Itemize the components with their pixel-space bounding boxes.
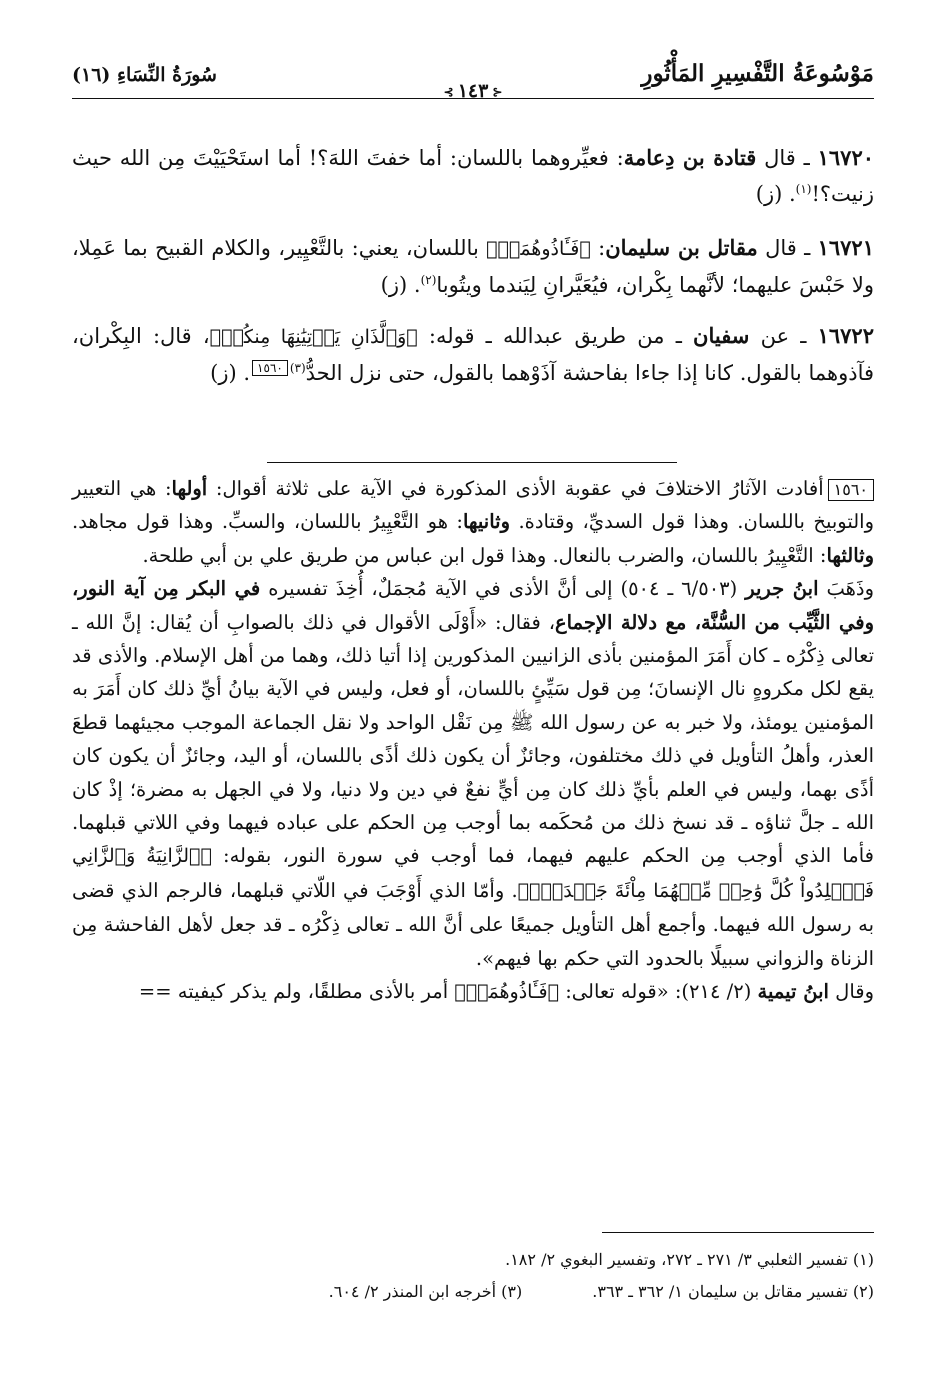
narration-text: ١٦٧٢٠ ـ قال قتادة بن دِعامة: فعيِّروهما باللسان: أما خفتَ اللهَ؟! أما استَحْيَيْتَ مِن الله حيث زنيت؟!$^{(١)}$. (ز)	[72, 145, 875, 206]
footnote-3: (٣) أخرجه ابن المنذر ٢/ ٦٠٤.	[328, 1282, 523, 1301]
book-title: مَوْسُوعَةُ التَّفْسِيرِ المَأْثُورِ	[641, 60, 874, 87]
scholar-name: ابنُ تيمية	[757, 980, 829, 1004]
narration-text: ١٦٧٢١ ـ قال مقاتل بن سليمان: ﴿فَـَٔاذُوهُمَاۖ﴾ باللسان، يعني: بالتَّعْيِير، والكلام القبيح بما عَمِلا، ولا حَبْسَ عليهما؛ لأنَّهما بِكْران، فيُعَيَّرانِ لِيَندما ويتُوبا$^{(٢)}$. (ز)	[72, 235, 874, 297]
commentary-paragraph-1: ١٥٦٠أفادت الآثارُ الاختلافَ في عقوبة الأذى المذكورة في الآية على ثلاثة أقوال: أولها: هي التعيير والتوبيخ باللسان. وهذا قول السديِّ، وقتادة. وثانيها: هو التَّعْيِيرُ باللسان، والسبِّ. وهذا قول مجاهد. وثالثها: التَّعْيِيرُ باللسان، والضرب بالنعال. وهذا قول ابن عباس من طريق علي بن أبي طلحة.	[72, 477, 874, 567]
footnotes	[72, 1244, 874, 1308]
narration-16722	[72, 318, 874, 391]
scholar-name: ابنُ جرير	[745, 577, 819, 601]
ornament-left-icon: ⊰	[492, 85, 503, 99]
commentary-rule	[267, 462, 677, 463]
ornament-right-icon: ⊱	[443, 85, 454, 99]
quran-verse: ﴿فَـَٔاذُوهُمَاۖ﴾	[454, 981, 559, 1004]
narrator-name: مقاتل بن سليمان	[605, 235, 758, 260]
footnote-rule	[602, 1232, 874, 1233]
commentary-paragraph-2: وذَهَبَ ابنُ جرير (٦/٥٠٣ ـ ٥٠٤) إلى أنَّ الأذى في الآية مُجمَلٌ، أُخِذَ تفسيره في البكر مِن آية النور، وفي الثَّيِّب من السُّنَّة، مع دلالة الإجماع، فقال: «أَوْلَى الأقوال في ذلك بالصوابِ أن يُقال: إنَّ الله ـ تعالى ذِكْرُه ـ كان أَمَرَ المؤمنين بأذى الزانيين المذكورين إذا أتيا ذلك، وهما من أهل الإسلام. والأذى قد يقع لكل مكروهٍ نال الإنسانَ؛ مِن قول سَيِّئٍ باللسان، أو فعل، وليس في الآية بيانُ أيِّ ذلك كان أَمَرَ به المؤمنين يومئذ، ولا خبر به عن رسول الله ﷺ مِن نَقْل الواحد ولا نقل الجماعة الموجب مجيئهما قطعَ العذر، وأهلُ التأويل في ذلك مختلفون، وجائزٌ أن يكون ذلك أذًى باللسان، أو اليد، وجائزٌ أن يكون كان أذًى بهما، وليس في العلم بأيِّ ذلك كان مِن أيٍّ نفعٌ في دين ولا دنيا، ولا في الجهل به مضرة؛ إذْ كان الله ـ جلَّ ثناؤه ـ قد نسخ ذلك من مُحكَمه بما أوجب مِن الحكم على عباده فيهما وفي اللاتي قبلهما. فأما الذي أوجب مِن الحكم عليهم فيهما، فما أوجب في سورة النور، بقوله: ﴿ٱلزَّانِيَةُ وَٱلزَّانِي فَٱجۡلِدُواْ كُلَّ وَٰحِدٖ مِّنۡهُمَا مِاْئَةَ جَلۡدَةٖۖ﴾. وأمّا الذي أَوْجَبَ في اللّاتي قبلهما، فالرجم الذي قضى به رسول الله فيهما. وأجمع أهل التأويل جميعًا على أنَّ الله ـ تعالى ذِكْرُه ـ قد جعل لأهل الفاحشة مِن الزناة والزواني سبيلًا بالحدود التي حكم بها فيهم».	[72, 577, 875, 970]
narrator-name: سفيان	[693, 323, 750, 348]
page	[72, 0, 874, 1388]
page-number: ١٤٣	[457, 80, 489, 102]
narration-16720	[72, 140, 874, 212]
narration-number: ١٦٧٢١	[817, 235, 874, 260]
footnote-ref[interactable]: (١)	[795, 182, 812, 196]
commentary-block	[72, 472, 874, 1010]
header-rule	[72, 98, 874, 99]
footnote-2: (٢) تفسير مقاتل بن سليمان ١/ ٣٦٢ ـ ٣٦٣.	[592, 1282, 874, 1301]
commentary-paragraph-3: وقال ابنُ تيمية (٢/ ٢١٤): «قوله تعالى: ﴿فَـَٔاذُوهُمَاۖ﴾ أمر بالأذى مطلقًا، ولم يذكر كيفيته ==	[138, 980, 874, 1004]
running-header	[72, 58, 874, 102]
quran-verse: ﴿وَٱلَّذَانِ يَأۡتِيَٰنِهَا مِنكُمۡ﴾	[209, 326, 418, 348]
quran-verse: ﴿فَـَٔاذُوهُمَاۖ﴾	[486, 238, 591, 260]
footnote-ref[interactable]: (٣)	[289, 361, 306, 375]
surah-title: سُورَةُ النِّسَاءِ (١٦)	[72, 64, 217, 86]
footnote-1: (١) تفسير الثعلبي ٣/ ٢٧١ ـ ٢٧٢، وتفسير البغوي ٢/ ١٨٢.	[505, 1250, 874, 1269]
footnote-row	[72, 1276, 874, 1308]
commentary-ref[interactable]: ١٥٦٠	[252, 360, 288, 376]
narration-16721	[72, 230, 874, 303]
narrator-name: قتادة بن دِعامة	[623, 145, 757, 170]
quran-verse: ﴿ٱلزَّانِيَةُ وَٱلزَّانِي فَٱجۡلِدُواْ كُلَّ وَٰحِدٖ مِّنۡهُمَا مِاْئَةَ جَلۡدَةٖۖ﴾	[72, 845, 874, 902]
narration-number: ١٦٧٢٠	[817, 145, 875, 170]
narration-text: ١٦٧٢٢ ـ عن سفيان ـ من طريق عبدالله ـ قوله: ﴿وَٱلَّذَانِ يَأۡتِيَٰنِهَا مِنكُمۡ﴾، قال: البِكْران، فآذوهما بالقول. كانا إذا جاءا بفاحشة آذَوْهما بالقول، حتى نزل الحدُّ$^{(٣)}$١٥٦٠. (ز)	[72, 323, 874, 385]
commentary-number: ١٥٦٠	[828, 479, 874, 501]
footnote-row	[72, 1244, 874, 1276]
narration-number: ١٦٧٢٢	[817, 323, 874, 348]
footnote-ref[interactable]: (٢)	[420, 273, 437, 287]
